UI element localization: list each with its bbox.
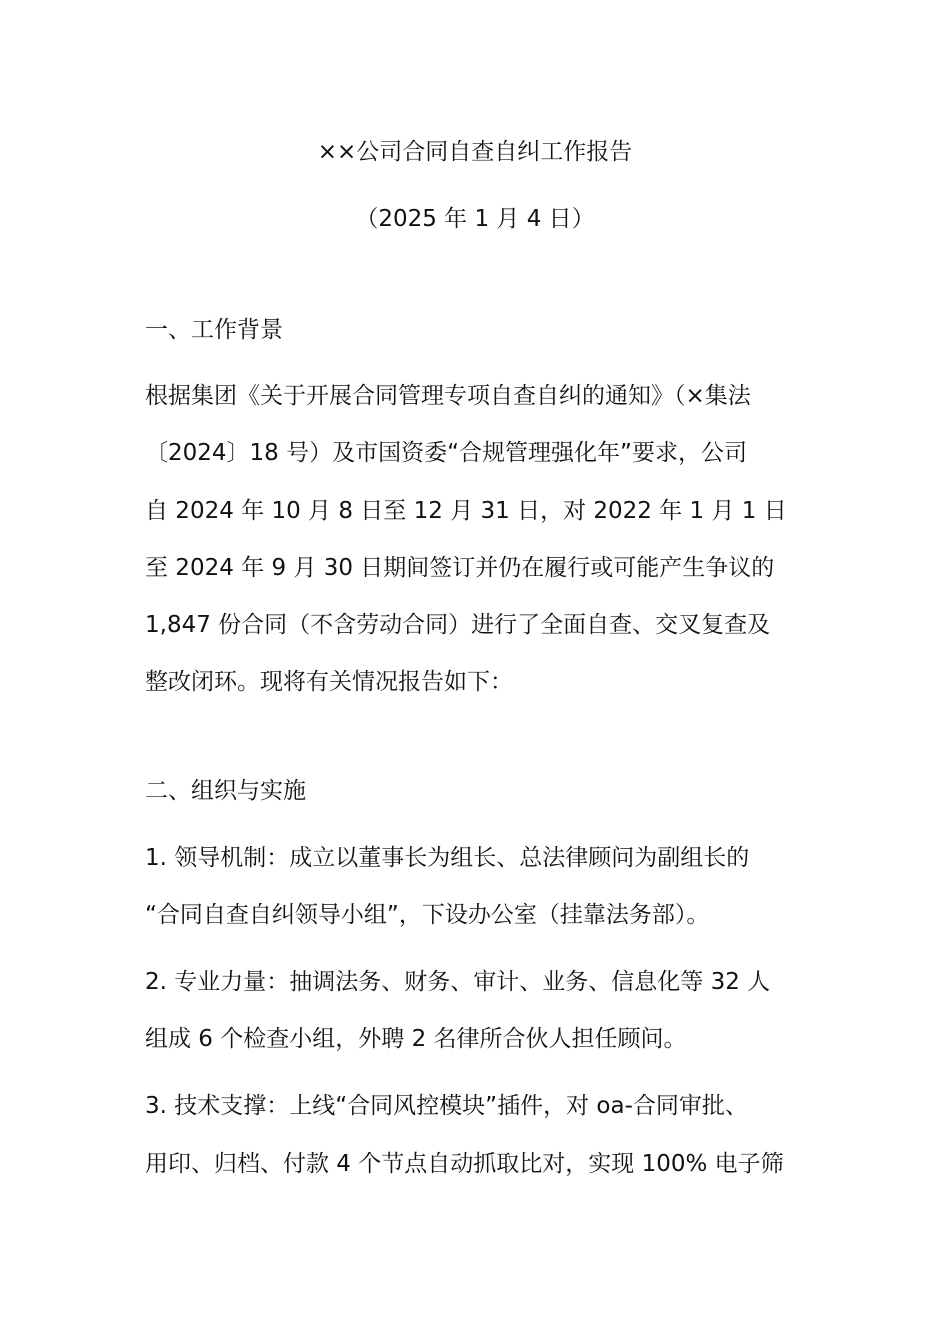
paragraph-line: 〔2024〕18 号）及市国资委“合规管理强化年”要求，公司: [145, 440, 747, 466]
document-title: ××公司合同自查自纠工作报告: [317, 139, 633, 165]
list-item-line: 3. 技术支撑：上线“合同风控模块”插件，对 oa-合同审批、: [145, 1093, 748, 1119]
list-item-line: “合同自查自纠领导小组”，下设办公室（挂靠法务部）。: [145, 902, 710, 928]
paragraph-line: 根据集团《关于开展合同管理专项自查自纠的通知》（×集法: [145, 383, 751, 409]
list-item-line: 用印、归档、付款 4 个节点自动抓取比对，实现 100% 电子筛: [145, 1151, 784, 1177]
section-heading: 一、工作背景: [145, 317, 283, 343]
section-heading: 二、组织与实施: [145, 778, 306, 804]
paragraph-line: 自 2024 年 10 月 8 日至 12 月 31 日，对 2022 年 1 月 1 日: [145, 498, 787, 524]
paragraph-line: 至 2024 年 9 月 30 日期间签订并仍在履行或可能产生争议的: [145, 555, 775, 581]
list-item-line: 1. 领导机制：成立以董事长为组长、总法律顾问为副组长的: [145, 845, 750, 871]
paragraph-line: 整改闭环。现将有关情况报告如下：: [145, 669, 513, 695]
list-item-line: 组成 6 个检查小组，外聘 2 名律所合伙人担任顾问。: [145, 1026, 687, 1052]
list-item-line: 2. 专业力量：抽调法务、财务、审计、业务、信息化等 32 人: [145, 969, 771, 995]
document-date: （2025 年 1 月 4 日）: [355, 206, 595, 232]
paragraph-line: 1,847 份合同（不含劳动合同）进行了全面自查、交叉复查及: [145, 612, 771, 638]
